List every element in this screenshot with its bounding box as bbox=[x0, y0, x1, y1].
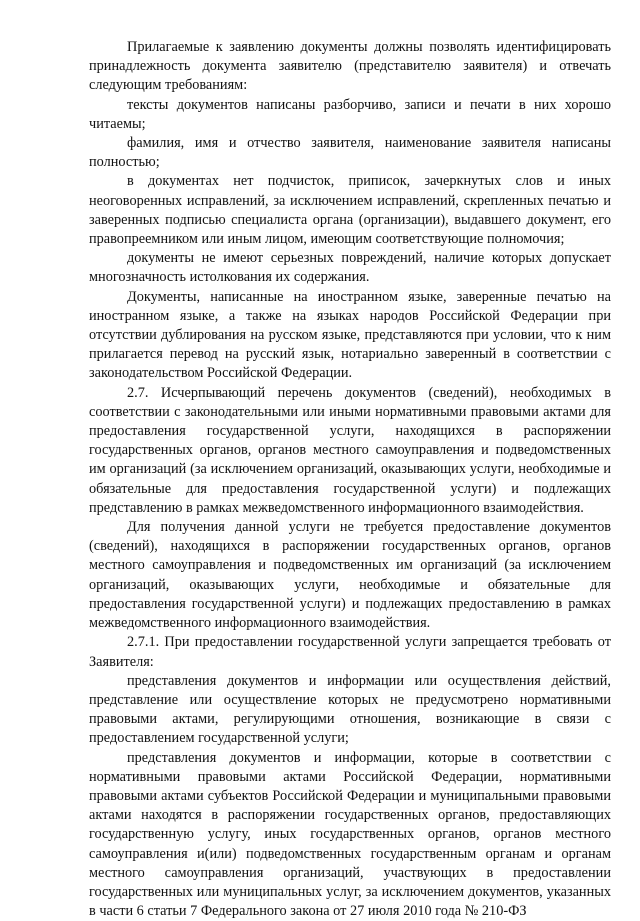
paragraph-legible-texts: тексты документов написаны разборчиво, записи и печати в них хорошо читаемы; bbox=[89, 96, 611, 132]
paragraph-section-2-7-1: 2.7.1. При предоставлении государственной услуги запрещается требовать от Заявителя: bbox=[89, 634, 611, 670]
paragraph-foreign-language: Документы, написанные на иностранном языке, заверенные печатью на иностранном языке, а также на языках народов Российской Федерации при отсутствии дублирования на русском языке, представляются при условии, что к ним прилагается перевод на русский язык, нотариально заверенный в соответствии с законодательством Российской Федерации. bbox=[89, 288, 611, 382]
paragraph-no-corrections: в документах нет подчисток, приписок, зачеркнутых слов и иных неоговоренных исправлений, за исключением исправлений, скрепленных печатью и заверенных подписью специалиста органа (организации), выдавшего документ, его правопреемником или иным лицом, имеющим соответствующие полномочия; bbox=[89, 173, 611, 248]
paragraph-section-2-7: 2.7. Исчерпывающий перечень документов (сведений), необходимых в соответствии с законодательными или иными нормативными правовыми актами для предоставления государственной услуги, находящихся в распоряжении государственных органов, органов местного самоуправления и подведомственных им организаций (за исключением организаций, оказывающих услуги, необходимые и обязательные для предоставления государственной услуги) и подлежащих представлению в рамках межведомственного информационного взаимодействия. bbox=[89, 384, 611, 516]
paragraph-prohibited-documents: представления документов и информации, которые в соответствии с нормативными правовыми актами Российской Федерации, нормативными правовыми актами субъектов Российской Федерации и муниципальными правовыми актами находятся в распоряжении государственных органов, предоставляющих государственную услугу, иных государственных органов, органов местного самоуправления и(или) подведомственных государственным органам и органам местного самоуправления организаций, участвующих в предоставлении государственных или муниципальных услуг, за исключением документов, указанных в части 6 статьи 7 Федерального закона от 27 июля 2010 года № 210-ФЗ bbox=[89, 749, 611, 920]
document-page bbox=[89, 38, 611, 921]
paragraph-prohibited-actions: представления документов и информации или осуществления действий, представление или осуществление которых не предусмотрено нормативными правовыми актами, регулирующими отношения, возникающие в связи с предоставлением государственной услуги; bbox=[89, 672, 611, 747]
paragraph-no-documents-required: Для получения данной услуги не требуется предоставление документов (сведений), находящихся в распоряжении государственных органов, органов местного самоуправления и подведомственных им организаций (за исключением организаций, оказывающих услуги, необходимые и обязательные для предоставления государственной услуги) и подлежащих предоставлению в рамках межведомственного информационного взаимодействия. bbox=[89, 519, 611, 632]
paragraph-full-name: фамилия, имя и отчество заявителя, наименование заявителя написаны полностью; bbox=[89, 135, 611, 171]
paragraph-no-damage: документы не имеют серьезных повреждений, наличие которых допускает многозначность истолкования их содержания. bbox=[89, 250, 611, 286]
paragraph-requirements-intro: Прилагаемые к заявлению документы должны позволять идентифицировать принадлежность документа заявителю (представителю заявителя) и отвечать следующим требованиям: bbox=[89, 39, 611, 94]
